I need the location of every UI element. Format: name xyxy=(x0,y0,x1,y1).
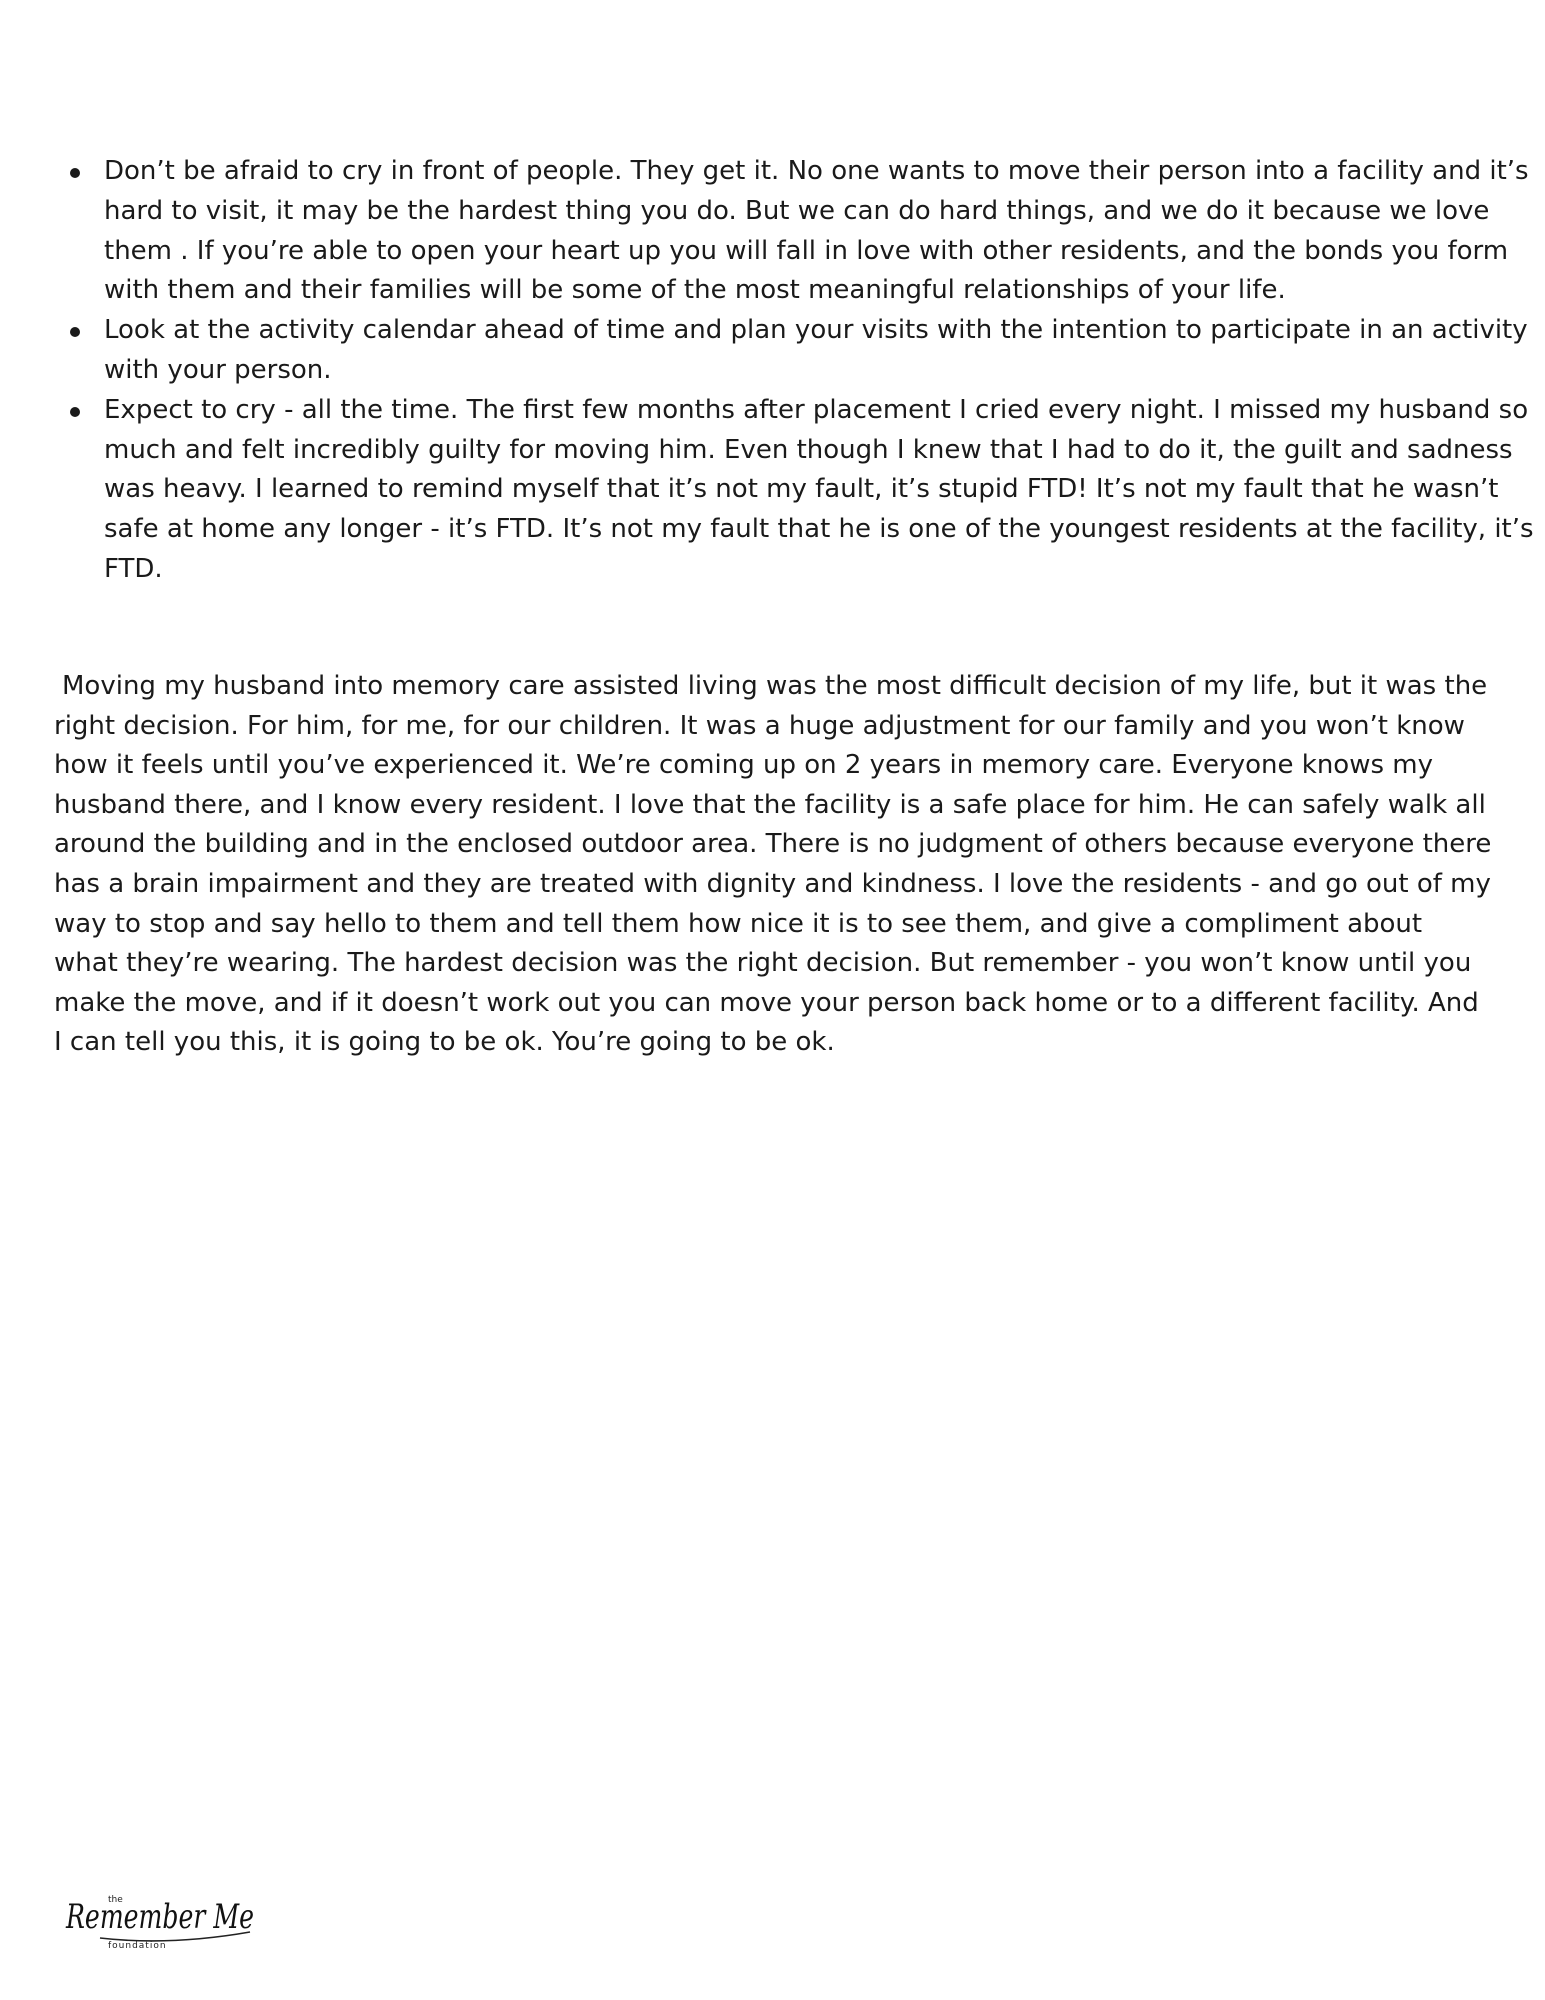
closing-paragraph: Moving my husband into memory care assisted living was the most difficult decision of my life, but it was the right decision. For him, for me, for our children. It was a huge adjustment for our family and you won’t know how it feels until you’ve experienced it. We’re coming up on 2 years in memory care. Everyone knows my husband there, and I know every resident. I love that the facility is a safe place for him. He can safely walk all around the building and in the enclosed outdoor area. There is no judgment of others because everyone there has a brain impairment and they are treated with dignity and kindness. I love the residents - and go out of my way to stop and say hello to them and tell them how nice it is to see them, and give a compliment about what they’re wearing. The hardest decision was the right decision. But remember - you won’t know until you make the move, and if it doesn’t work out you can move your person back home or to a different facility. And I can tell you this, it is going to be ok. You’re going to be ok. xyxy=(54,671,1492,1058)
logo-foundation-text: foundation xyxy=(108,1941,167,1951)
logo-name-text: Remember Me xyxy=(65,1897,254,1937)
bullet-item: Expect to cry - all the time. The first few months after placement I cried every night. I missed my husband so much and felt incredibly guilty for moving him. Even though I knew that I had to do it, the guilt and sadness was heavy. I learned to remind myself that it’s not my fault, it’s stupid FTD! It’s not my fault that he wasn’t safe at home any longer - it’s FTD. It’s not my fault that he is one of the youngest residents at the facility, it’s FTD. xyxy=(104,391,1544,590)
bullet-item: Look at the activity calendar ahead of time and plan your visits with the intention to participate in an activity with your person. xyxy=(104,311,1544,391)
bullet-item: Don’t be afraid to cry in front of people. They get it. No one wants to move their person into a facility and it’s hard to visit, it may be the hardest thing you do. But we can do hard things, and we do it because we love them . If you’re able to open your heart up you will fall in love with other residents, and the bonds you form with them and their families will be some of the most meaningful relationships of your life. xyxy=(104,152,1544,311)
remember-me-foundation-logo xyxy=(60,1880,260,1960)
tips-bullet-list xyxy=(54,152,1544,590)
logo-the-text: the xyxy=(108,1895,123,1905)
